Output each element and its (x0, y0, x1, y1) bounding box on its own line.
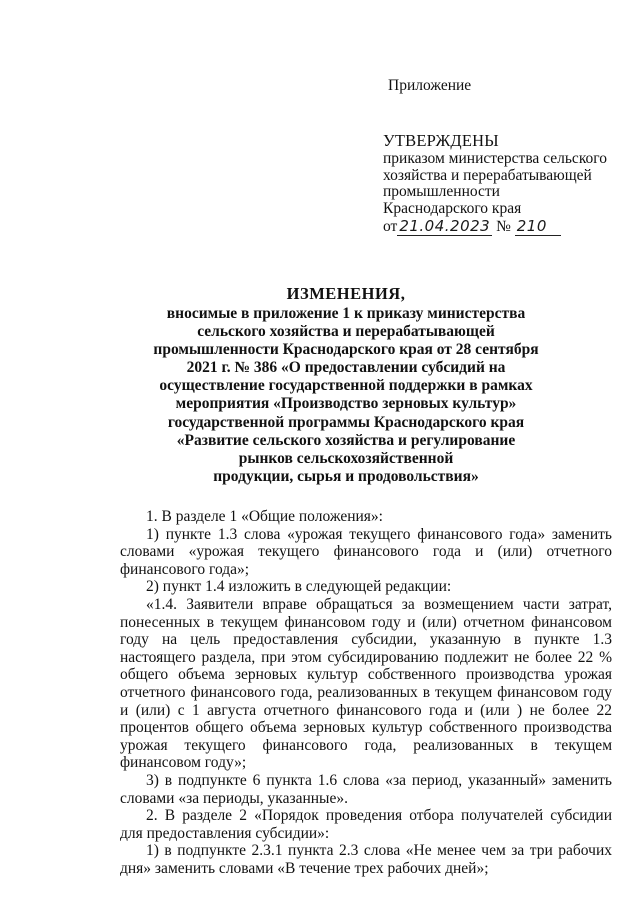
approval-line: хозяйства и перерабатывающей (383, 166, 592, 184)
approval-line: приказом министерства сельского (383, 150, 608, 167)
body-paragraph: 1) пункте 1.3 слова «урожая текущего финансового года» заменить словами «урожая текущего финансового года и (или) отчетного финансового года»; (120, 525, 612, 578)
appendix-label: Приложение (388, 77, 472, 94)
order-number-handwritten: 210 (516, 217, 547, 235)
document-title-block (150, 284, 542, 486)
title-subtitle-line: осуществление государственной поддержки в рамках (159, 377, 533, 395)
body-paragraph: 1. В разделе 1 «Общие положения»: (146, 508, 383, 525)
order-from-label: от (383, 218, 398, 235)
order-reference-line (383, 218, 628, 238)
title-subtitle-line: сельского хозяйства и перерабатывающей (197, 323, 495, 341)
document-title: ИЗМЕНЕНИЯ, (286, 284, 406, 303)
title-subtitle-line: промышленности Краснодарского края от 28 сентября (153, 341, 539, 359)
title-subtitle-line: государственной программы Краснодарского края (167, 413, 525, 431)
approval-line: промышленности (383, 183, 500, 200)
order-date-handwritten: 21.04.2023 (399, 217, 491, 235)
title-subtitle-line: вносимые в приложение 1 к приказу министерства (166, 305, 526, 322)
body-paragraph: «1.4. Заявители вправе обращаться за возмещением части затрат, понесенных в текущем финансовом году и (или) отчетном финансовом году на цель предоставления субсидии, указанную в пункте 1.3 настоящего раздела, при этом субсидированию подлежит не более 22 % общего объема зерновых культур собственного производства урожая отчетного финансового года, реализованных в текущем финансовом году и (или) с 1 августа отчетного финансового года и (или ) не более 22 процентов общего объема зерновых культур собственного производства урожая текущего финансового года, реализованных в текущем финансовом году»; (120, 595, 612, 772)
title-subtitle-line: продукции, сырья и продовольствия» (213, 467, 479, 485)
body-paragraph: 3) в подпункте 6 пункта 1.6 слова «за период, указанный» заменить словами «за периоды, указанные». (120, 771, 612, 807)
order-date-field (397, 218, 492, 236)
body-paragraph: 2) пункт 1.4 изложить в следующей редакции: (146, 578, 452, 596)
title-subtitle-line: «Развитие сельского хозяйства и регулирование (176, 431, 516, 449)
title-subtitle-line: рынков сельскохозяйственной (238, 449, 454, 467)
document-body (120, 508, 612, 877)
approval-line: Краснодарского края (383, 199, 522, 217)
order-number-sign: № (496, 218, 511, 235)
order-number-field (515, 218, 561, 236)
title-subtitle-line: 2021 г. № 386 «О предоставлении субсидий на (186, 359, 506, 377)
title-subtitle-line: мероприятия «Производство зерновых культур» (175, 395, 517, 413)
body-paragraph: 2. В разделе 2 «Порядок проведения отбора получателей субсидии для предоставления субсидии»: (120, 807, 612, 842)
approval-block (383, 131, 628, 238)
body-paragraph: 1) в подпункте 2.3.1 пункта 2.3 слова «Не менее чем за три рабочих дня» заменить словами «В течение трех рабочих дней»; (120, 842, 612, 877)
approval-heading: УТВЕРЖДЕНЫ (383, 131, 499, 150)
